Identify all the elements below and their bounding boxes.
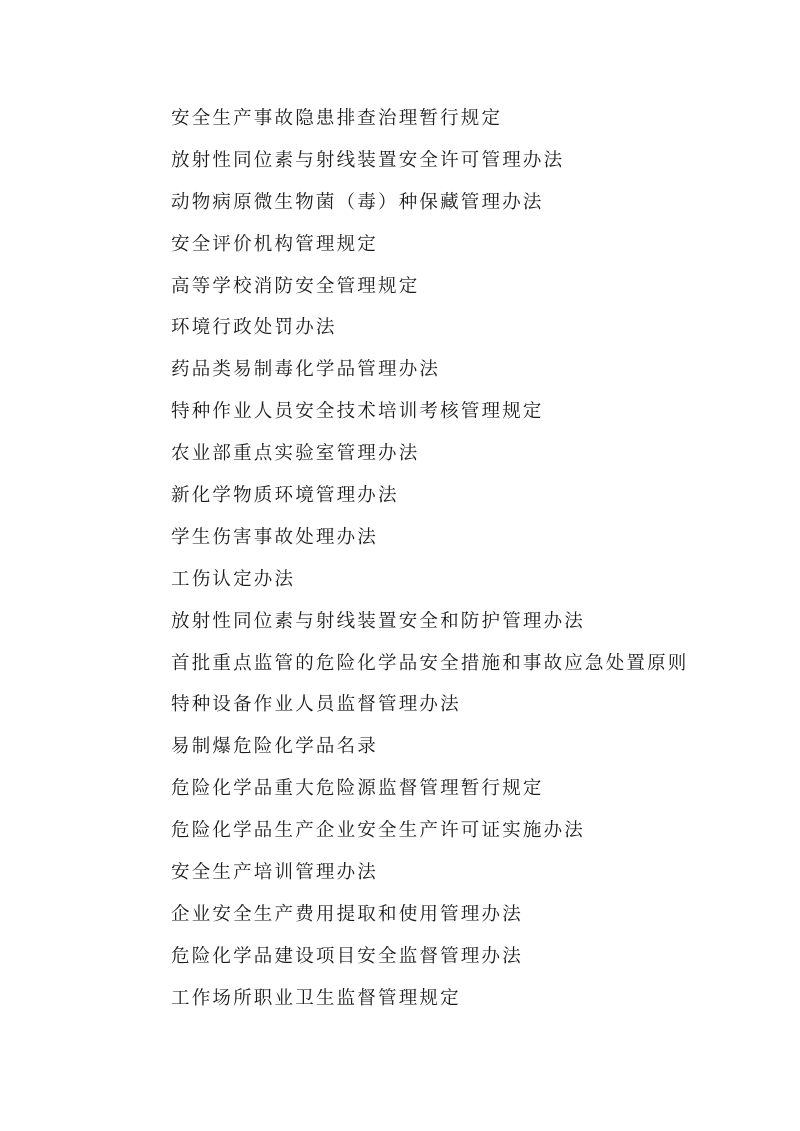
regulation-list bbox=[171, 98, 771, 1020]
list-item: 危险化学品建设项目安全监督管理办法 bbox=[171, 945, 523, 967]
list-item: 安全生产培训管理办法 bbox=[171, 862, 379, 884]
list-item: 企业安全生产费用提取和使用管理办法 bbox=[171, 903, 523, 925]
list-item: 工作场所职业卫生监督管理规定 bbox=[171, 987, 461, 1009]
list-item: 新化学物质环境管理办法 bbox=[171, 485, 399, 507]
list-item: 首批重点监管的危险化学品安全措施和事故应急处置原则 bbox=[171, 652, 689, 674]
list-item: 动物病原微生物菌（毒）种保藏管理办法 bbox=[171, 191, 544, 213]
list-item: 危险化学品生产企业安全生产许可证实施办法 bbox=[171, 820, 586, 842]
list-item: 危险化学品重大危险源监督管理暂行规定 bbox=[171, 778, 544, 800]
list-item: 易制爆危险化学品名录 bbox=[171, 736, 379, 758]
list-item: 安全生产事故隐患排查治理暂行规定 bbox=[171, 108, 503, 129]
list-item: 农业部重点实验室管理办法 bbox=[171, 443, 420, 465]
list-item: 环境行政处罚办法 bbox=[171, 317, 337, 339]
list-item: 药品类易制毒化学品管理办法 bbox=[171, 359, 441, 381]
list-item: 高等学校消防安全管理规定 bbox=[171, 275, 420, 297]
list-item: 安全评价机构管理规定 bbox=[171, 233, 379, 255]
list-item: 学生伤害事故处理办法 bbox=[171, 526, 379, 548]
list-item: 放射性同位素与射线装置安全和防护管理办法 bbox=[171, 610, 586, 632]
list-item: 放射性同位素与射线装置安全许可管理办法 bbox=[171, 149, 565, 171]
list-item: 特种设备作业人员监督管理办法 bbox=[171, 694, 461, 716]
list-item: 特种作业人员安全技术培训考核管理规定 bbox=[171, 401, 544, 423]
list-item: 工伤认定办法 bbox=[171, 568, 296, 590]
